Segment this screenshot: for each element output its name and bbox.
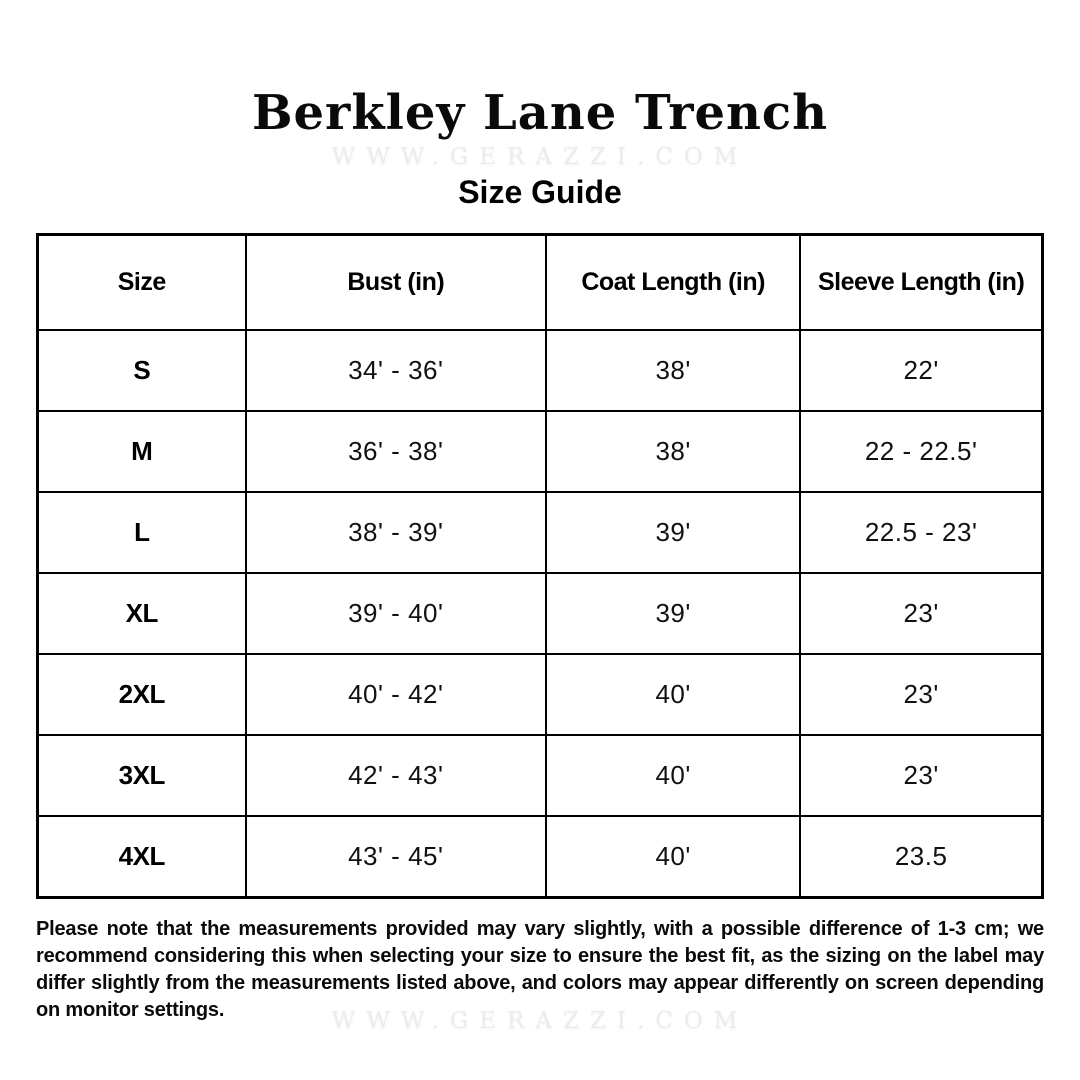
bust-cell: 40' - 42' [246,654,546,735]
watermark-bottom: WWW.GERAZZI.COM [331,1008,749,1034]
watermark-top: WWW.GERAZZI.COM [331,144,749,170]
sleeve-length-cell: 22' [800,330,1042,411]
size-cell: 4XL [38,816,246,897]
page-subtitle: Size Guide [458,174,622,210]
table-row [38,411,1043,492]
bust-cell: 36' - 38' [246,411,546,492]
sleeve-length-cell: 23' [800,573,1042,654]
table-row [38,735,1043,816]
bust-cell: 34' - 36' [246,330,546,411]
measurement-disclaimer-note: Please note that the measurements provided may vary slightly, with a possible difference of 1-3 cm; we recommend considering this when selecting your size to ensure the best fit, as the sizing on the label may differ slightly from the measurements listed above, and colors may appear differently on screen depending on monitor settings. [36,918,1044,1021]
table-row [38,492,1043,573]
table-row [38,573,1043,654]
bust-cell: 39' - 40' [246,573,546,654]
sleeve-length-cell: 22 - 22.5' [800,411,1042,492]
bust-cell: 38' - 39' [246,492,546,573]
coat-length-cell: 40' [546,735,800,816]
table-body [38,330,1043,897]
sleeve-length-cell: 22.5 - 23' [800,492,1042,573]
column-header-coat-length: Coat Length (in) [546,235,800,331]
size-cell: 3XL [38,735,246,816]
bust-cell: 42' - 43' [246,735,546,816]
size-cell: XL [38,573,246,654]
column-header-size: Size [38,235,246,331]
sleeve-length-cell: 23.5 [800,816,1042,897]
size-cell: L [38,492,246,573]
table-row [38,816,1043,897]
coat-length-cell: 40' [546,816,800,897]
size-cell: M [38,411,246,492]
coat-length-cell: 38' [546,330,800,411]
size-cell: 2XL [38,654,246,735]
page-title: Berkley Lane Trench [251,85,829,141]
table-row [38,654,1043,735]
column-header-bust: Bust (in) [246,235,546,331]
sleeve-length-cell: 23' [800,735,1042,816]
sleeve-length-cell: 23' [800,654,1042,735]
coat-length-cell: 38' [546,411,800,492]
column-header-sleeve-length: Sleeve Length (in) [800,235,1042,331]
coat-length-cell: 39' [546,492,800,573]
table-header [38,235,1043,331]
size-cell: S [38,330,246,411]
table-header-row [38,235,1043,331]
table-row [38,330,1043,411]
bust-cell: 43' - 45' [246,816,546,897]
coat-length-cell: 39' [546,573,800,654]
size-guide-table [36,233,1044,899]
coat-length-cell: 40' [546,654,800,735]
